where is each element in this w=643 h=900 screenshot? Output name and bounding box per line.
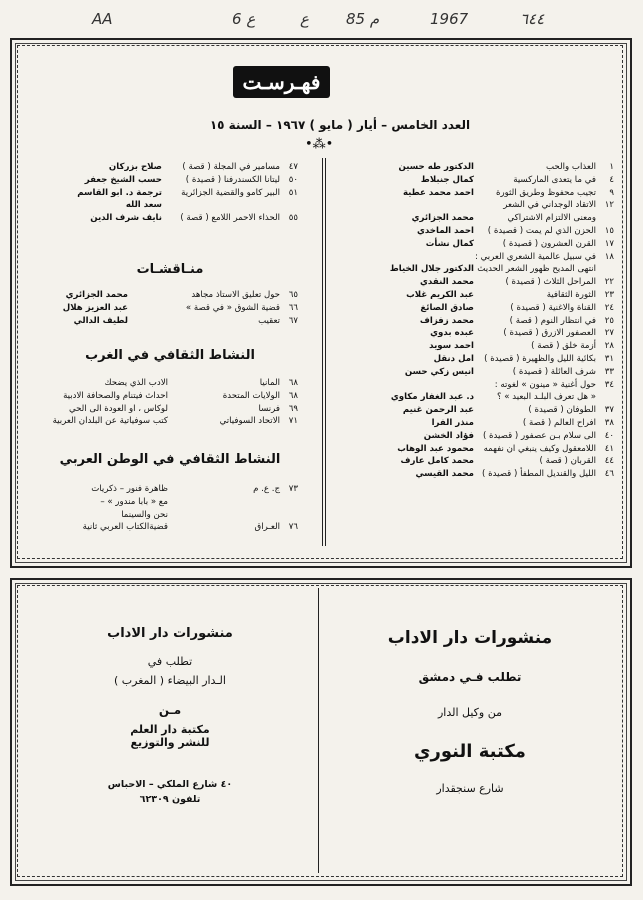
toc-row: ٤٦ الليل والقنديل المطفأ ( قصيدة ) محمد القيسي <box>415 469 614 480</box>
hand-note-5: 1967 <box>430 10 469 28</box>
ad-right-line2: من وكيل الدار <box>437 706 502 719</box>
toc-row: ٢٢ المراحل الثلاث ( قصيدة ) محمد النقدي <box>420 277 614 288</box>
page-title: فهـرسـت <box>233 66 330 98</box>
toc-row: ٣١ بكائية الليل والظهيرة ( قصيدة ) امل دنقل <box>433 353 614 364</box>
toc-row: ٤١ اللامعقول وكيف ينبغي ان نفهمه محمود عبد الوهاب <box>397 443 614 454</box>
culture-arab-list <box>26 484 298 535</box>
ornament-dots: •⁂• <box>305 137 334 152</box>
toc-row: ٢٤ القناة والاغنية ( قصيدة ) صادق الصائغ <box>420 302 614 313</box>
toc-row: ١٢ الاتقاد الوجداني في الشعر <box>503 200 614 211</box>
hand-note-4: م 85 <box>346 10 380 28</box>
ads-divider <box>318 588 319 873</box>
toc-row: ٩ تجيب محفوظ وطريق الثورة احمد محمد عطية <box>402 187 614 198</box>
toc-row: انتهى المديح ظهور الشعر الحديث الدكتور جلال الخياط <box>389 264 596 275</box>
toc-row: ١٨ في سبيل عالمية الشعري العربي : <box>475 251 614 262</box>
toc-row: « هل تعرف البلـد البعيد » ؟ د. عبد الغفار مكاوي <box>390 392 596 403</box>
ad-left-address: ٤٠ شارع الملكي – الاحباس <box>107 779 233 790</box>
toc-row: ١٧ القرن العشرون ( قصيدة ) كمال نشأت <box>425 238 614 249</box>
toc-row: ١٥ الحزن الذي لم يمت ( قصيدة ) احمد الماخدي <box>416 225 614 236</box>
culture-west-list <box>26 378 298 429</box>
toc-row: ٧١ الاتحاد السوفياتي كتب سوفياتية عن البلدان العربية <box>52 416 298 427</box>
toc-row: ٣٨ افراح العالم ( قصة ) منذر الفرا <box>431 417 614 428</box>
toc-row: ٤ في ما يتعدى الماركسية كمال جنبلاط <box>420 174 614 185</box>
ad-left-line2: الـدار البيضاء ( المغرب ) <box>114 674 226 687</box>
issue-line: العدد الخامس – أيار ( مايو ) ١٩٦٧ – السنة ١٥ <box>209 118 471 132</box>
ad-left-title: منشورات دار الاداب <box>107 626 233 641</box>
toc-row: مع « بابا مندور » – <box>100 496 168 507</box>
toc-row: ٢٨ أزمة خلق ( قصة ) احمد سويد <box>429 341 614 352</box>
toc-row: ٤٧ مسامير في المجلة ( قصة ) صلاح بزركان <box>108 162 298 172</box>
hand-note-3: ع <box>300 10 309 28</box>
toc-row: ٣٣ شرف العائلة ( قصيدة ) انيس زكي حسن <box>404 366 614 377</box>
section-heading-culture-arab: النشاط الثقافي في الوطن العربي <box>59 452 281 467</box>
toc-row: ٢٧ العصفور الازرق ( قصيدة ) عبده بدوي <box>430 328 614 339</box>
toc-row: ٥٠ ليتانا الكسندرفنا ( قصيدة ) حسب الشيخ جعفر <box>84 174 298 185</box>
section-heading-discussions: منـاقشـات <box>136 262 204 277</box>
toc-row: ٧٦ العـراق قضيةالكتاب العربي ثانية <box>82 522 298 533</box>
toc-row: ١ العذاب والحب الدكتور طه حسين <box>398 162 614 172</box>
contents-right-column <box>312 162 614 482</box>
toc-row: ٢٣ الثورة الثقافية عبد الكريم غلاب <box>406 289 614 300</box>
ad-left-phone: تلفون ٦٢٣٠٩ <box>139 794 201 805</box>
toc-row: ٦٩ فرنسا لوكاس ، او العودة الى الحي <box>68 403 298 414</box>
toc-row: ٤٤ القربان ( قصة ) محمد كامل عارف <box>400 456 614 467</box>
toc-row: ٤٠ الى سلام بـن عصفور ( قصيدة ) فؤاد الخشن <box>423 430 614 441</box>
hand-note-2: ع 6 <box>232 10 256 28</box>
hand-note-1: AA <box>92 10 113 28</box>
toc-row: ومعنى الالتزام الاشتراكي محمد الجزائري <box>411 213 596 224</box>
ad-right-street: شارع سنجقدار <box>436 782 504 795</box>
toc-row: ٦٧ تعقيب لطيف الدالي <box>73 315 298 326</box>
toc-row: ٦٥ حول تعليق الاستاذ مجاهد محمد الجزائري <box>65 290 298 300</box>
hand-note-6: ٦٤٤ <box>520 10 545 28</box>
toc-row: ٢٥ في انتظار النوم ( قصة ) محمد زفزاف <box>419 315 614 326</box>
discussions-list <box>26 290 298 328</box>
ad-left-line1: تطلب في <box>147 655 193 668</box>
toc-row: ٦٦ قضية الشوق « في قصة » عبد العزيز هلال <box>62 302 298 313</box>
contents-left-column <box>26 162 298 226</box>
toc-row: ٧٣ ج. ع. م ظاهرة فنور – ذكريات <box>91 484 298 494</box>
toc-row: ٥١ البير كامو والقضية الجزائرية ترجمة د. ابو القاسم <box>77 187 298 198</box>
handwritten-header <box>0 4 643 34</box>
toc-row: سعد الله <box>125 200 162 211</box>
ad-right-line1: تطلب فـي دمشق <box>418 670 522 684</box>
toc-row: ٣٤ حول أغنية « مينون » لغوته : <box>494 379 614 390</box>
section-heading-culture-west: النشاط الثقافي في الغرب <box>85 348 255 363</box>
toc-row: ٦٨ المانيا الادب الذي يضحك <box>104 378 298 388</box>
ad-left-from: مـن <box>158 703 182 717</box>
ad-left-shop2: للنشر والتوزيع <box>130 736 210 749</box>
toc-row: نحن والسينما <box>121 509 168 520</box>
toc-row: ٦٨ الولايات المتحدة احداث فيتنام والصحافة الادبية <box>63 390 298 401</box>
toc-row: ٥٥ الحذاء الاحمر اللامع ( قصة ) نايف شرف الدين <box>90 213 298 224</box>
ad-left <box>40 626 300 805</box>
ad-right <box>330 628 610 795</box>
ad-left-shop1: مكتبة دار العلم <box>130 723 210 736</box>
toc-row: ٣٧ الطوفان ( قصيدة ) عبد الرحمن غنيم <box>402 405 614 416</box>
ad-right-title: منشورات دار الاداب <box>387 628 553 648</box>
ad-right-shop: مكتبة النوري <box>414 741 526 762</box>
